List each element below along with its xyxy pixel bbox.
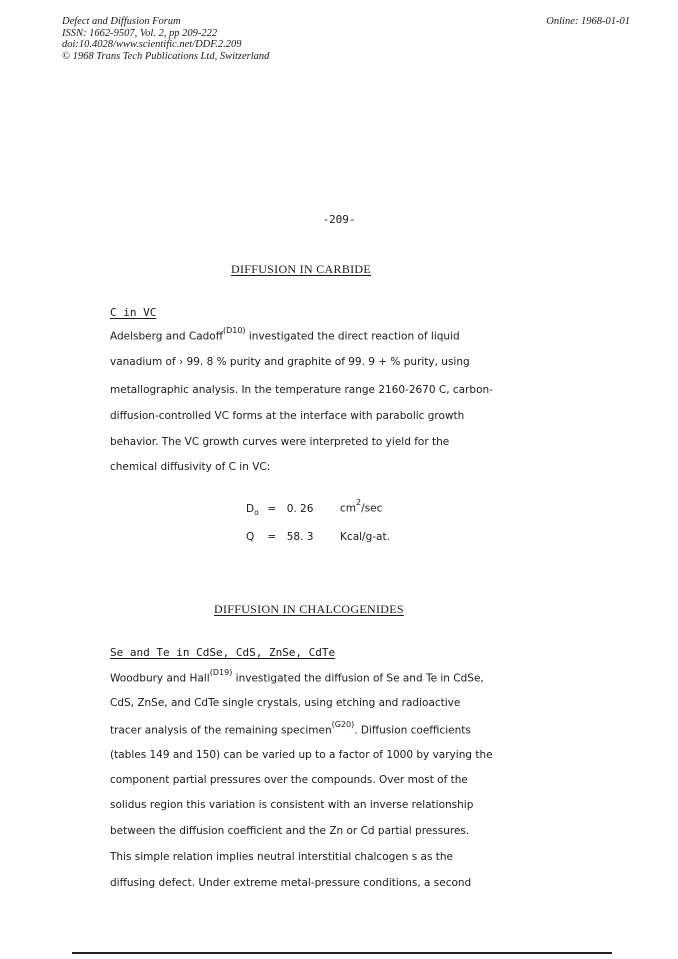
text-line: tracer analysis of the remaining specimen$^{(G20)}$. Diffusion coefficients: [110, 720, 471, 737]
journal-header: [62, 16, 269, 62]
text-line: (tables 149 and 150) can be varied up to a factor of 1000 by varying the: [110, 749, 493, 761]
text-line: Adelsberg and Cadoff$^{(D10)}$ investigated the direct reaction of liquid: [110, 326, 460, 343]
text-line: diffusion-controlled VC forms at the interface with parabolic growth: [110, 410, 465, 422]
text-line: chemical diffusivity of C in VC:: [110, 461, 271, 473]
online-date: Online: 1968-01-01: [546, 16, 630, 27]
text-line: between the diffusion coefficient and the Zn or Cd partial pressures.: [110, 825, 470, 837]
doi-line: doi:10.4028/www.scientific.net/DDF.2.209: [62, 39, 242, 50]
text-line: metallographic analysis. In the temperature range 2160-2670 C, carbon-: [110, 384, 493, 396]
text-line: component partial pressures over the compounds. Over most of the: [110, 774, 468, 786]
reference-marker: (D10): [222, 326, 246, 335]
reference-marker: (D19): [209, 668, 233, 677]
page-number: -209-: [322, 213, 356, 226]
reference-marker: (G20): [331, 720, 355, 729]
text-line: vanadium of › 99. 8 % purity and graphite of 99. 9 + % purity, using: [110, 356, 470, 368]
text-line: behavior. The VC growth curves were interpreted to yield for the: [110, 436, 450, 448]
subheading-se-te: Se and Te in CdSe, CdS, ZnSe, CdTe: [110, 646, 336, 659]
text-line: Woodbury and Hall$^{(D19)}$ investigated the diffusion of Se and Te in CdSe,: [110, 668, 484, 685]
section-title-carbide: DIFFUSION IN CARBIDE: [231, 262, 372, 276]
text-line: solidus region this variation is consistent with an inverse relationship: [110, 799, 474, 811]
footer-rule: [72, 952, 612, 954]
copyright-line: © 1968 Trans Tech Publications Ltd, Switzerland: [62, 50, 270, 62]
text-line: This simple relation implies neutral interstitial chalcogen s as the: [110, 851, 454, 863]
journal-name: Defect and Diffusion Forum: [62, 16, 181, 27]
equation-q: Q = 58. 3 Kcal/g-at.: [246, 531, 390, 543]
section-title-chalcogenides: DIFFUSION IN CHALCOGENIDES: [214, 602, 404, 616]
equation-do: $D_o = 0$. 26 $cm^2/\sec$: [246, 498, 383, 517]
issn-line: ISSN: 1662-9507, Vol. 2, pp 209-222: [62, 27, 218, 39]
text-line: diffusing defect. Under extreme metal-pressure conditions, a second: [110, 877, 472, 889]
subheading-c-in-vc: C in VC: [110, 306, 157, 319]
text-line: CdS, ZnSe, and CdTe single crystals, using etching and radioactive: [110, 697, 461, 709]
